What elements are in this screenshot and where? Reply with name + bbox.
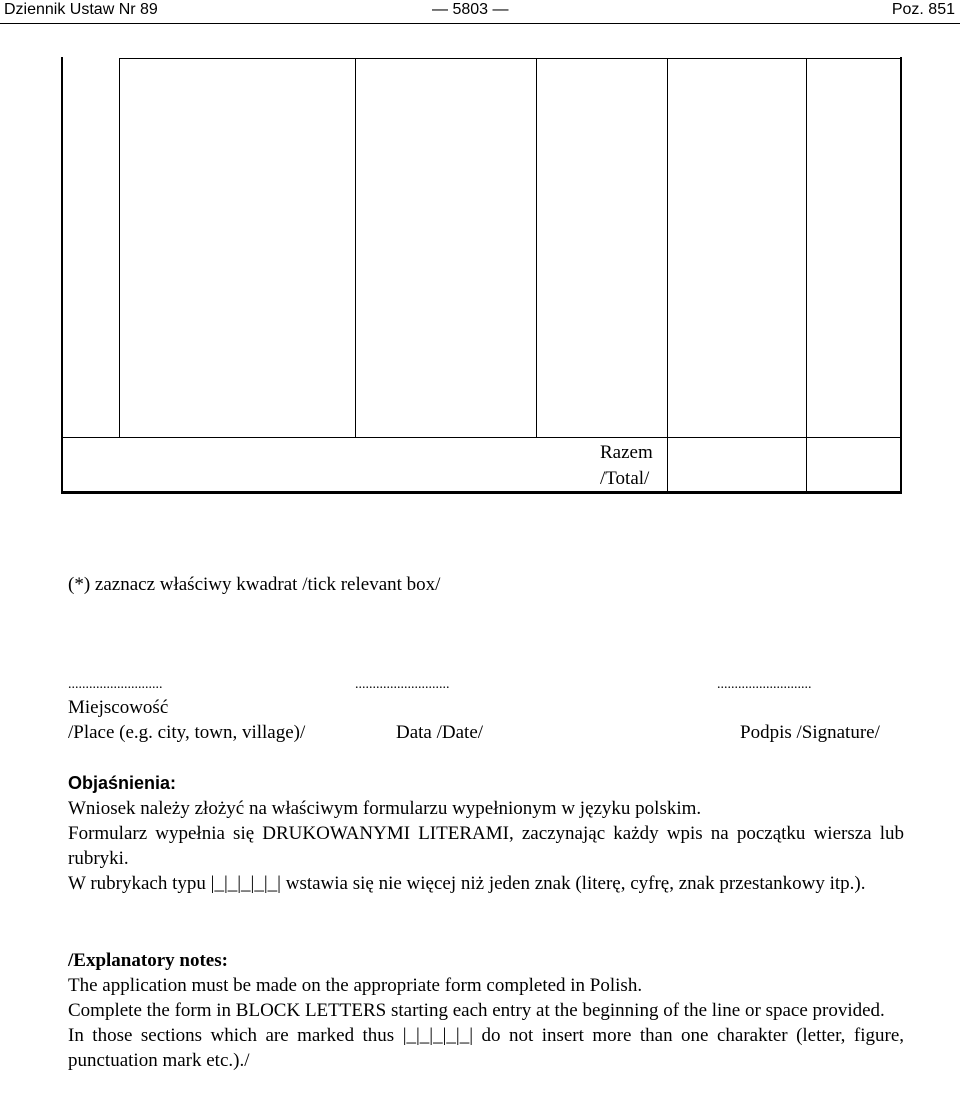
table-column-divider — [806, 58, 807, 494]
notes-polish-line: Formularz wypełnia się DRUKOWANYMI LITERAMI, zaczynając każdy wpis na początku wiersza lub rubryki. — [68, 823, 904, 869]
page-header — [0, 0, 960, 24]
table-total-row-top — [61, 437, 902, 438]
header-rule — [0, 23, 960, 24]
table-column-divider — [119, 58, 120, 438]
signature-dots: ........................... — [717, 677, 812, 692]
table-column-divider — [355, 58, 356, 438]
table-bottom-border — [61, 491, 902, 494]
place-dots: ........................... — [68, 677, 163, 692]
notes-english-line3-start: In those sections which are marked thus — [68, 1025, 395, 1046]
notes-english-line — [68, 1023, 904, 1073]
notes-polish-line: Wniosek należy złożyć na właściwym formularzu wypełnionym w języku polskim. — [68, 798, 702, 819]
notes-english-line3-end: do not insert more than one charakter (letter, figure, punctuation mark etc.)./ — [68, 1025, 905, 1071]
table-column-divider — [667, 437, 668, 493]
notes-polish-line3-start: W rubrykach typu — [68, 873, 206, 894]
journal-title: Dziennik Ustaw Nr 89 — [4, 1, 158, 18]
page-number: — 5803 — — [432, 1, 509, 18]
form-table — [61, 57, 902, 493]
total-label-pl: Razem — [600, 442, 653, 463]
character-cells-example: |_|_|_|_|_| — [402, 1025, 474, 1046]
character-cells-example: |_|_|_|_|_| — [210, 873, 281, 894]
place-label-pl: Miejscowość — [68, 697, 169, 718]
date-dots: ........................... — [355, 677, 450, 692]
notes-english-line: Complete the form in BLOCK LETTERS starting each entry at the beginning of the line or space provided. — [68, 1000, 885, 1021]
table-right-border — [900, 57, 902, 494]
notes-english-line: The application must be made on the appropriate form completed in Polish. — [68, 975, 643, 996]
notes-english-heading: /Explanatory notes: — [68, 950, 228, 971]
table-column-divider — [667, 58, 668, 438]
notes-polish — [68, 771, 904, 896]
total-label-en: /Total/ — [600, 468, 650, 489]
notes-english — [68, 948, 904, 1073]
date-label: Data /Date/ — [396, 722, 484, 743]
notes-polish-heading: Objaśnienia: — [68, 773, 177, 793]
tick-box-footnote: (*) zaznacz właściwy kwadrat /tick relevant box/ — [68, 574, 441, 595]
notes-polish-line — [68, 871, 904, 896]
table-left-border — [61, 57, 63, 494]
position-number: Poz. 851 — [891, 1, 955, 18]
table-column-divider — [536, 58, 537, 438]
notes-polish-line3-end: wstawia się nie więcej niż jeden znak (literę, cyfrę, znak przestankowy itp.). — [285, 873, 866, 894]
place-label-en: /Place (e.g. city, town, village)/ — [68, 722, 306, 743]
signature-label: Podpis /Signature/ — [740, 722, 880, 743]
table-top-border — [119, 58, 902, 59]
